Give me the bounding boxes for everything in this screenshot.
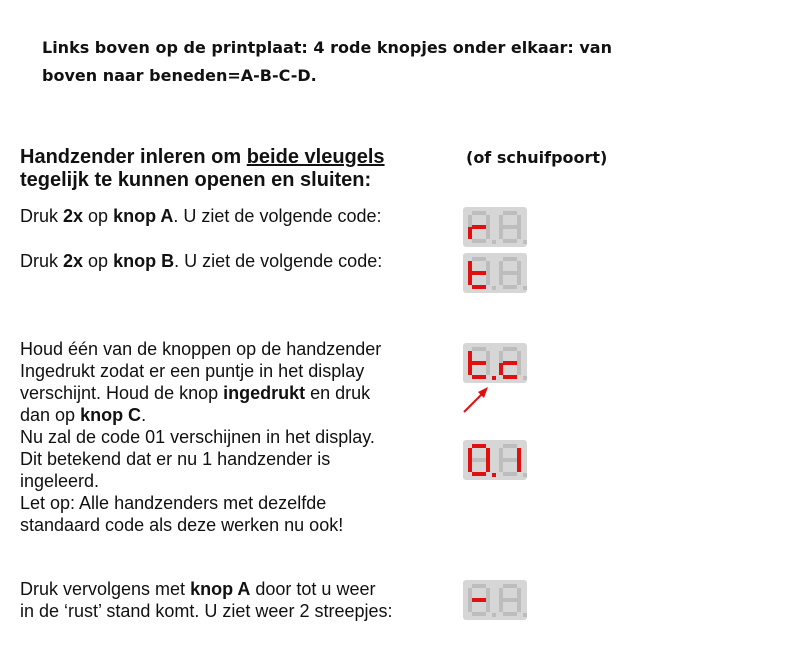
segment-a — [503, 211, 517, 215]
segment-a — [472, 347, 486, 351]
segment-c — [486, 227, 490, 239]
segment-d — [472, 285, 486, 289]
segment-f — [499, 261, 503, 273]
segment-a — [503, 257, 517, 261]
segment-d — [472, 472, 486, 476]
segment-f — [499, 588, 503, 600]
seven-segment-display — [463, 580, 527, 620]
segment-d — [503, 285, 517, 289]
segment-d — [503, 472, 517, 476]
segment-d — [472, 375, 486, 379]
intro-line-1: Links boven op de printplaat: 4 rode knopjes onder elkaar: van — [42, 38, 612, 57]
heading-aside: (of schuifpoort) — [466, 148, 608, 167]
segment-f — [468, 588, 472, 600]
intro-text — [42, 34, 612, 90]
decimal-point — [492, 376, 496, 380]
segment-a — [472, 584, 486, 588]
segment-a — [472, 211, 486, 215]
segment-b — [517, 215, 521, 227]
decimal-point — [492, 286, 496, 290]
segment-b — [486, 588, 490, 600]
segment-d — [472, 239, 486, 243]
segment-e — [499, 227, 503, 239]
segment-e — [468, 600, 472, 612]
decimal-point — [523, 613, 527, 617]
display-step-1 — [463, 207, 527, 247]
segment-c — [486, 600, 490, 612]
segment-b — [486, 351, 490, 363]
segment-b — [517, 351, 521, 363]
decimal-point — [492, 613, 496, 617]
segment-f — [468, 351, 472, 363]
segment-e — [499, 460, 503, 472]
segment-g — [472, 361, 486, 365]
segment-c — [517, 273, 521, 285]
segment-f — [468, 215, 472, 227]
step-3-text: Houd één van de knoppen op de handzender Ingedrukt zodat er een puntje in het display verschijnt. Houd de knop ingedrukt en druk dan op knop C. Nu zal de code 01 verschijnen in het display. Dit betekend dat er nu 1 handzender is ingeleerd. Let op: Alle handzenders met dezelfde standaard code als deze werken nu ook! — [20, 339, 382, 535]
segment-c — [517, 600, 521, 612]
seven-segment-display — [463, 253, 527, 293]
segment-c — [486, 460, 490, 472]
seven-segment-display — [463, 440, 527, 480]
segment-b — [486, 261, 490, 273]
seven-segment-display — [463, 343, 527, 383]
section-heading — [20, 146, 385, 192]
intro-line-2: boven naar beneden=A-B-C-D. — [42, 66, 317, 85]
segment-a — [472, 444, 486, 448]
segment-g — [503, 271, 517, 275]
decimal-point — [523, 376, 527, 380]
segment-e — [499, 363, 503, 375]
segment-b — [517, 448, 521, 460]
step-4-text: Nu zal de code 01 verschijnen in het display. Dit betekend dat er nu 1 handzender is ingeleerd. Let op: Alle handzenders met dezelfde standaard code als deze werken nu ook! — [20, 427, 375, 535]
segment-a — [503, 584, 517, 588]
display-step-5 — [463, 580, 527, 620]
heading-line-1: Handzender inleren om beide vleugels — [20, 146, 385, 168]
decimal-point — [492, 473, 496, 477]
segment-g — [503, 598, 517, 602]
decimal-point — [523, 240, 527, 244]
step-2-text: Druk 2x op knop B. U ziet de volgende code: — [20, 251, 383, 271]
segment-f — [468, 448, 472, 460]
segment-e — [468, 273, 472, 285]
segment-g — [472, 458, 486, 462]
segment-b — [486, 215, 490, 227]
heading-underlined: beide vleugels — [246, 146, 385, 168]
seven-segment-display — [463, 207, 527, 247]
segment-g — [503, 361, 517, 365]
segment-d — [503, 375, 517, 379]
step-1-text: Druk 2x op knop A. U ziet de volgende code: — [20, 206, 382, 226]
segment-g — [503, 225, 517, 229]
decimal-point — [523, 473, 527, 477]
display-step-4 — [463, 440, 527, 480]
segment-f — [499, 351, 503, 363]
segment-f — [499, 215, 503, 227]
decimal-point — [523, 286, 527, 290]
segment-d — [503, 612, 517, 616]
segment-b — [517, 261, 521, 273]
decimal-point — [492, 240, 496, 244]
segment-e — [499, 600, 503, 612]
segment-g — [472, 598, 486, 602]
segment-c — [486, 273, 490, 285]
segment-a — [503, 347, 517, 351]
segment-e — [468, 460, 472, 472]
heading-line-2: tegelijk te kunnen openen en sluiten: — [20, 169, 372, 191]
segment-g — [472, 271, 486, 275]
display-step-2 — [463, 253, 527, 293]
segment-g — [472, 225, 486, 229]
segment-c — [517, 227, 521, 239]
segment-c — [486, 363, 490, 375]
segment-c — [517, 460, 521, 472]
segment-f — [468, 261, 472, 273]
segment-b — [517, 588, 521, 600]
segment-a — [472, 257, 486, 261]
arrow-icon — [458, 382, 492, 416]
segment-b — [486, 448, 490, 460]
segment-f — [499, 448, 503, 460]
display-step-3 — [463, 343, 527, 383]
segment-c — [517, 363, 521, 375]
segment-d — [503, 239, 517, 243]
segment-e — [468, 363, 472, 375]
segment-e — [468, 227, 472, 239]
segment-e — [499, 273, 503, 285]
segment-a — [503, 444, 517, 448]
step-5-text: Druk vervolgens met knop A door tot u weer in de ‘rust’ stand komt. U ziet weer 2 streepjes: — [20, 579, 393, 621]
segment-d — [472, 612, 486, 616]
segment-g — [503, 458, 517, 462]
